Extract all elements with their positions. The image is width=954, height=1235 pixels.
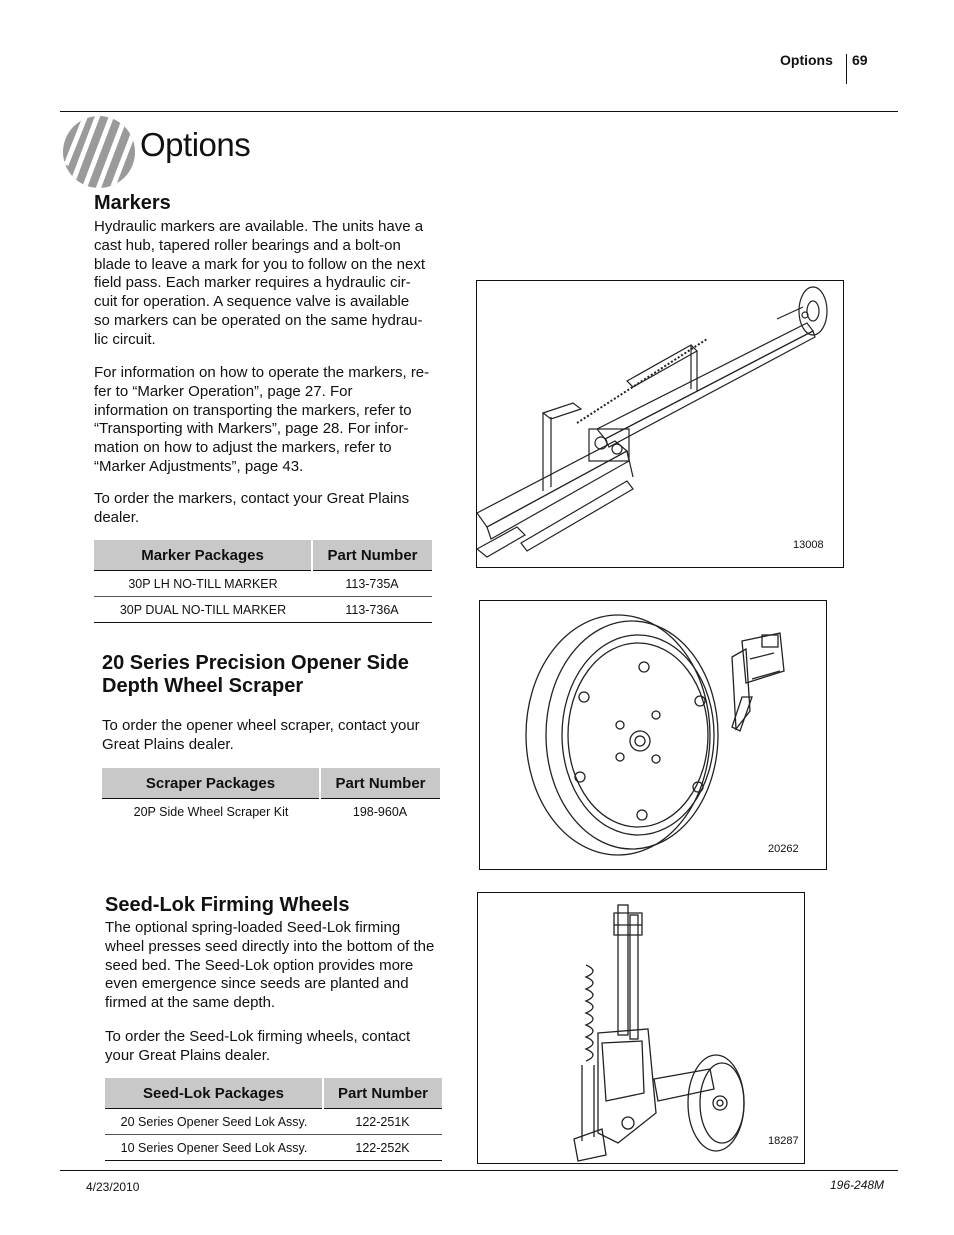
table-row bbox=[105, 1135, 442, 1161]
section-logo-icon bbox=[62, 115, 136, 189]
text-line: field pass. Each marker requires a hydraulic cir- bbox=[94, 274, 411, 292]
marker-figure bbox=[476, 280, 844, 568]
seedlok-paragraph-1 bbox=[105, 919, 434, 1013]
depth-wheel-illustration bbox=[480, 601, 826, 869]
text-line: seed bed. The Seed-Lok option provides more bbox=[105, 956, 414, 974]
text-line: wheel presses seed directly into the bottom of the bbox=[105, 937, 435, 955]
figure-number: 18287 bbox=[768, 1135, 799, 1147]
footer-date: 4/23/2010 bbox=[86, 1180, 140, 1194]
scraper-paragraph bbox=[102, 717, 420, 755]
table-row bbox=[94, 597, 432, 623]
seedlok-illustration bbox=[478, 893, 804, 1163]
table-cell: 122-252K bbox=[323, 1135, 442, 1161]
top-rule bbox=[60, 111, 898, 112]
table-cell: 113-736A bbox=[312, 597, 432, 623]
seedlok-figure bbox=[477, 892, 805, 1164]
table-header: Part Number bbox=[320, 768, 440, 799]
scraper-table bbox=[102, 768, 440, 824]
seedlok-paragraph-2 bbox=[105, 1028, 410, 1066]
table-cell: 10 Series Opener Seed Lok Assy. bbox=[105, 1135, 323, 1161]
markers-paragraph-1 bbox=[94, 218, 425, 350]
markers-paragraph-3 bbox=[94, 490, 409, 528]
table-cell: 20P Side Wheel Scraper Kit bbox=[102, 799, 320, 825]
text-line: lic circuit. bbox=[94, 330, 156, 348]
table-cell: 30P LH NO-TILL MARKER bbox=[94, 571, 312, 597]
text-line: fer to “Marker Operation”, page 27. For bbox=[94, 382, 353, 400]
table-header: Part Number bbox=[312, 540, 432, 571]
text-line: “Transporting with Markers”, page 28. For infor- bbox=[94, 420, 409, 438]
heading-line: Depth Wheel Scraper bbox=[102, 675, 304, 697]
text-line: cast hub, tapered roller bearings and a bolt-on bbox=[94, 236, 401, 254]
text-line: mation on how to adjust the markers, refer to bbox=[94, 439, 392, 457]
text-line: The optional spring-loaded Seed-Lok firming bbox=[105, 919, 401, 936]
text-line: For information on how to operate the markers, re- bbox=[94, 364, 430, 381]
seedlok-table bbox=[105, 1078, 442, 1161]
depth-wheel-figure bbox=[479, 600, 827, 870]
figure-number: 20262 bbox=[768, 843, 799, 855]
page-title: Options bbox=[140, 126, 251, 163]
table-cell: 20 Series Opener Seed Lok Assy. bbox=[105, 1109, 323, 1135]
text-line: To order the markers, contact your Great Plains bbox=[94, 490, 410, 507]
figure-number: 13008 bbox=[793, 539, 824, 551]
marker-illustration bbox=[477, 281, 843, 567]
markers-table bbox=[94, 540, 432, 623]
text-line: To order the opener wheel scraper, contact your bbox=[102, 717, 420, 734]
header-divider bbox=[846, 54, 847, 84]
text-line: Great Plains dealer. bbox=[102, 735, 234, 753]
text-line: even emergence since seeds are planted and bbox=[105, 975, 409, 993]
table-header: Scraper Packages bbox=[102, 768, 320, 799]
table-header: Part Number bbox=[323, 1078, 442, 1109]
markers-heading: Markers bbox=[94, 192, 171, 214]
table-cell: 122-251K bbox=[323, 1109, 442, 1135]
text-line: blade to leave a mark for you to follow on the next bbox=[94, 255, 426, 273]
markers-paragraph-2 bbox=[94, 364, 429, 477]
seedlok-heading: Seed-Lok Firming Wheels bbox=[105, 894, 350, 916]
text-line: so markers can be operated on the same hydrau- bbox=[94, 311, 423, 329]
text-line: your Great Plains dealer. bbox=[105, 1046, 271, 1064]
table-header: Marker Packages bbox=[94, 540, 312, 571]
table-cell: 30P DUAL NO-TILL MARKER bbox=[94, 597, 312, 623]
table-row bbox=[102, 799, 440, 825]
header-page-number: 69 bbox=[852, 52, 868, 68]
table-row bbox=[94, 571, 432, 597]
text-line: firmed at the same depth. bbox=[105, 994, 276, 1012]
heading-line: 20 Series Precision Opener Side bbox=[102, 652, 409, 674]
footer-doc-number: 196-248M bbox=[830, 1178, 885, 1192]
text-line: To order the Seed-Lok firming wheels, contact bbox=[105, 1028, 411, 1045]
text-line: dealer. bbox=[94, 508, 140, 526]
scraper-heading bbox=[102, 652, 409, 698]
text-line: Hydraulic markers are available. The units have a bbox=[94, 218, 424, 235]
table-cell: 113-735A bbox=[312, 571, 432, 597]
text-line: information on transporting the markers, refer to bbox=[94, 401, 412, 419]
table-row bbox=[105, 1109, 442, 1135]
header-section-title: Options bbox=[780, 52, 833, 68]
bottom-rule bbox=[60, 1170, 898, 1171]
text-line: cuit for operation. A sequence valve is available bbox=[94, 293, 410, 311]
table-header: Seed-Lok Packages bbox=[105, 1078, 323, 1109]
text-line: “Marker Adjustments”, page 43. bbox=[94, 457, 304, 475]
table-cell: 198-960A bbox=[320, 799, 440, 825]
